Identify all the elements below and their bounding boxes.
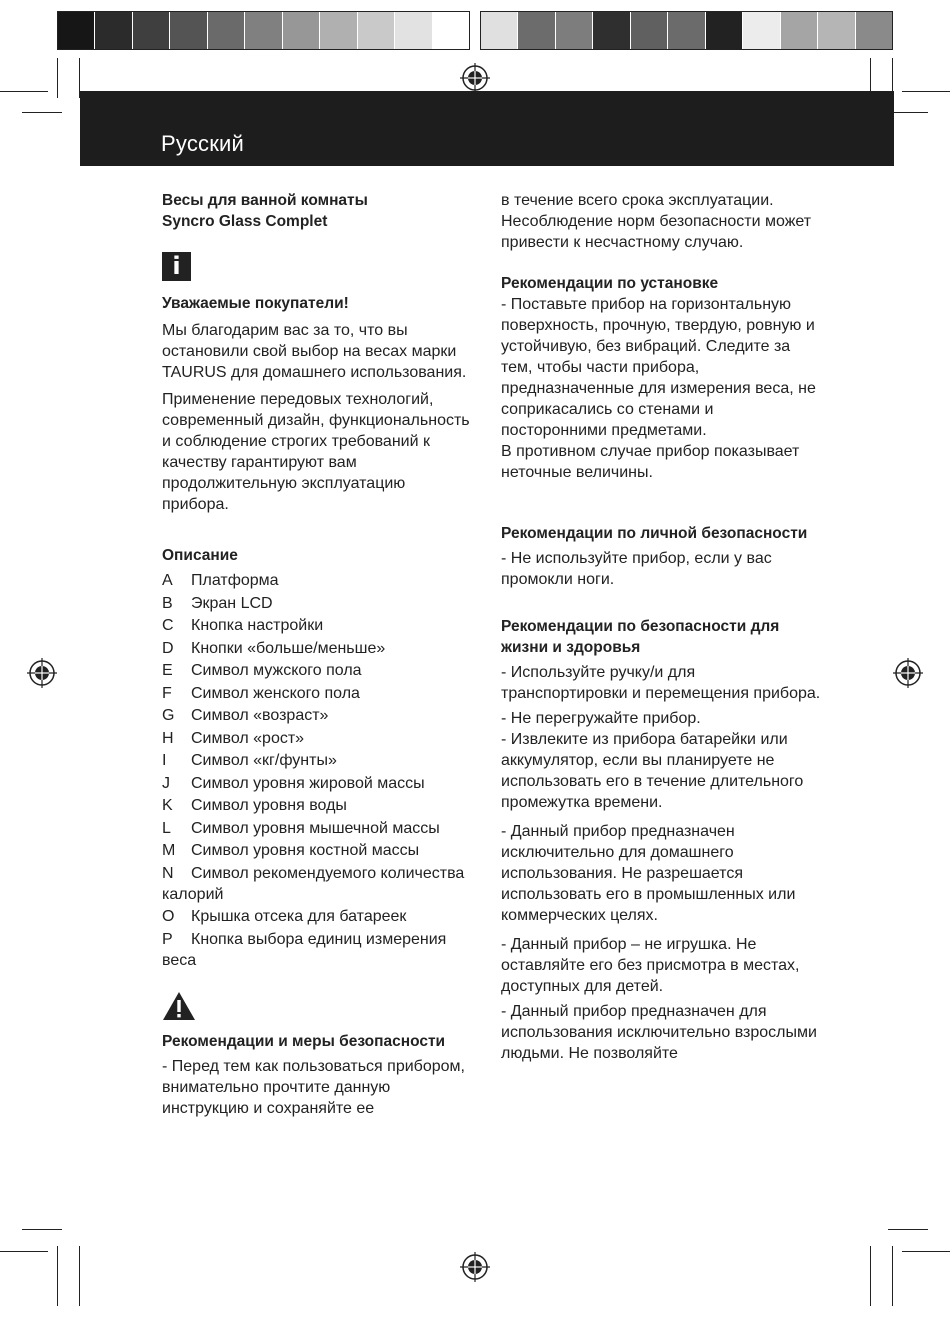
info-icon: i <box>162 252 191 281</box>
description-item-text: Символ уровня костной массы <box>191 842 420 859</box>
color-swatch <box>631 12 668 49</box>
crop-mark <box>22 1229 62 1230</box>
color-swatch <box>358 12 395 49</box>
personal-safety-heading: Рекомендации по личной безопасности <box>501 525 808 542</box>
description-item-key: H <box>162 729 174 747</box>
description-item-key: K <box>162 797 173 814</box>
crop-mark <box>902 91 950 92</box>
description-item <box>162 638 472 659</box>
safety-heading: Рекомендации и меры безопасности <box>162 1032 446 1050</box>
product-title-line-1: Весы для ванной комнаты <box>162 192 368 209</box>
description-item-text: Символ мужского пола <box>191 662 362 679</box>
color-swatch <box>668 12 705 49</box>
color-swatch <box>395 12 432 49</box>
description-item <box>162 615 472 636</box>
description-item-key: O <box>162 908 175 925</box>
registration-mark-icon <box>460 1252 490 1282</box>
installation-paragraph-1: - Поставьте прибор на горизонтальную поверхность, прочную, твердую, ровную и устойчивую, без вибраций. Следите за тем, чтобы части прибора, предназначенные для измерения веса, не соприкасались со стенами и посторонними предметами. <box>501 296 816 439</box>
crop-mark <box>22 112 62 113</box>
greeting-heading: Уважаемые покупатели! <box>162 295 349 312</box>
safety-paragraph-1: - Перед тем как пользоваться прибором, внимательно прочтите данную инструкцию и сохраняйте ее <box>162 1057 465 1117</box>
continued-paragraph: в течение всего срока эксплуатации. Несоблюдение норм безопасности может привести к несчастному случаю. <box>501 192 812 251</box>
description-item-key: D <box>162 639 174 657</box>
description-item <box>162 683 472 704</box>
health-safety-paragraph-5: - Данный прибор – не игрушка. Не оставляйте его без присмотра в местах, доступных для детей. <box>501 936 800 995</box>
color-swatch <box>170 12 207 49</box>
description-item <box>162 795 472 816</box>
crop-mark <box>0 91 48 92</box>
language-header-band <box>80 91 894 166</box>
crop-mark <box>888 112 928 113</box>
description-item <box>162 818 472 839</box>
description-item-key: L <box>162 819 171 837</box>
warning-icon <box>162 991 196 1021</box>
description-item <box>162 705 472 726</box>
description-item-text: Символ «рост» <box>191 729 305 747</box>
description-item-text: Символ уровня мышечной массы <box>191 819 440 837</box>
description-list <box>162 570 472 971</box>
health-safety-paragraph-4: - Данный прибор предназначен исключительно для домашнего использования. Не разрешается использовать его в промышленных или коммерческих целях. <box>501 823 796 924</box>
color-swatch <box>481 12 518 49</box>
registration-mark-icon <box>460 63 490 93</box>
registration-mark-icon <box>893 658 923 688</box>
color-swatch <box>283 12 320 49</box>
description-item-key: M <box>162 842 176 859</box>
color-swatch <box>856 12 892 49</box>
description-item <box>162 593 472 614</box>
registration-mark-icon <box>27 658 57 688</box>
description-item-key: B <box>162 594 173 612</box>
health-safety-paragraph-1: - Используйте ручку/и для транспортировки и перемещения прибора. <box>501 664 821 702</box>
color-swatch <box>743 12 780 49</box>
description-item <box>162 840 472 861</box>
description-item-text: Крышка отсека для батареек <box>191 908 407 925</box>
installation-paragraph-2: В противном случае прибор показывает неточные величины. <box>501 443 800 481</box>
crop-mark <box>888 1229 928 1230</box>
crop-mark <box>57 1246 58 1306</box>
description-heading: Описание <box>162 547 238 564</box>
color-swatch <box>706 12 743 49</box>
description-item-text: Экран LCD <box>191 594 273 612</box>
health-safety-heading: Рекомендации по безопасности для жизни и здоровья <box>501 618 780 656</box>
color-swatch <box>320 12 357 49</box>
color-swatch <box>593 12 630 49</box>
description-item-text: Символ женского пола <box>191 684 360 702</box>
crop-mark <box>0 1251 48 1252</box>
description-item-text: Кнопка выбора единиц измерения веса <box>162 930 447 969</box>
crop-mark <box>79 1246 80 1306</box>
color-calibration-bar-right <box>480 11 893 50</box>
description-item <box>162 660 472 681</box>
greeting-paragraph-1: Мы благодарим вас за то, что вы остановили свой выбор на весах марки TAURUS для домашнего использования. <box>162 322 467 381</box>
crop-mark <box>870 1246 871 1306</box>
description-item-text: Платформа <box>191 572 279 589</box>
description-item <box>162 773 472 794</box>
description-item <box>162 750 472 771</box>
color-swatch <box>433 12 469 49</box>
left-column <box>162 190 472 1119</box>
description-item-key: C <box>162 617 174 634</box>
description-item-text: Кнопка настройки <box>191 617 324 634</box>
health-safety-paragraph-2: - Не перегружайте прибор. <box>501 710 701 727</box>
color-swatch <box>556 12 593 49</box>
description-item-key: F <box>162 684 172 702</box>
health-safety-paragraph-6: - Данный прибор предназначен для использования исключительно взрослыми людьми. Не позволяйте <box>501 1003 817 1062</box>
color-swatch <box>818 12 855 49</box>
description-item <box>162 929 472 971</box>
color-swatch <box>133 12 170 49</box>
description-item-key: G <box>162 707 175 724</box>
crop-mark <box>902 1251 950 1252</box>
installation-heading: Рекомендации по установке <box>501 275 719 292</box>
description-item-text: Символ «возраст» <box>191 707 329 724</box>
description-item <box>162 728 472 749</box>
color-swatch <box>58 12 95 49</box>
description-item-text: Символ уровня воды <box>191 797 347 814</box>
description-item-text: Символ «кг/фунты» <box>191 752 337 769</box>
description-item-key: J <box>162 774 170 792</box>
description-item <box>162 863 472 905</box>
description-item-key: P <box>162 930 173 948</box>
health-safety-paragraph-3: - Извлеките из прибора батарейки или аккумулятор, если вы планируете не использовать его в течение длительного промежутка времени. <box>501 731 804 811</box>
color-swatch <box>245 12 282 49</box>
crop-mark <box>57 58 58 98</box>
description-item-key: A <box>162 572 173 589</box>
personal-safety-paragraph-1: - Не используйте прибор, если у вас промокли ноги. <box>501 550 772 588</box>
description-item <box>162 570 472 591</box>
language-title: Русский <box>161 131 245 156</box>
description-item-key: E <box>162 662 173 679</box>
color-swatch <box>518 12 555 49</box>
greeting-paragraph-2: Применение передовых технологий, современный дизайн, функциональность и соблюдение строгих требований к качеству гарантируют вам продолжительную эксплуатацию прибора. <box>162 391 470 513</box>
color-swatch <box>208 12 245 49</box>
color-swatch <box>95 12 132 49</box>
product-title-line-2: Syncro Glass Complet <box>162 213 328 230</box>
description-item-text: Символ рекомендуемого количества калорий <box>162 864 465 903</box>
description-item-text: Кнопки «больше/меньше» <box>191 639 386 657</box>
right-column <box>501 190 821 1064</box>
description-item-key: N <box>162 864 174 882</box>
crop-mark <box>892 1246 893 1306</box>
description-item <box>162 906 472 927</box>
description-item-text: Символ уровня жировой массы <box>191 774 425 792</box>
color-swatch <box>781 12 818 49</box>
color-calibration-bar-left <box>57 11 470 50</box>
description-item-key: I <box>162 752 167 769</box>
